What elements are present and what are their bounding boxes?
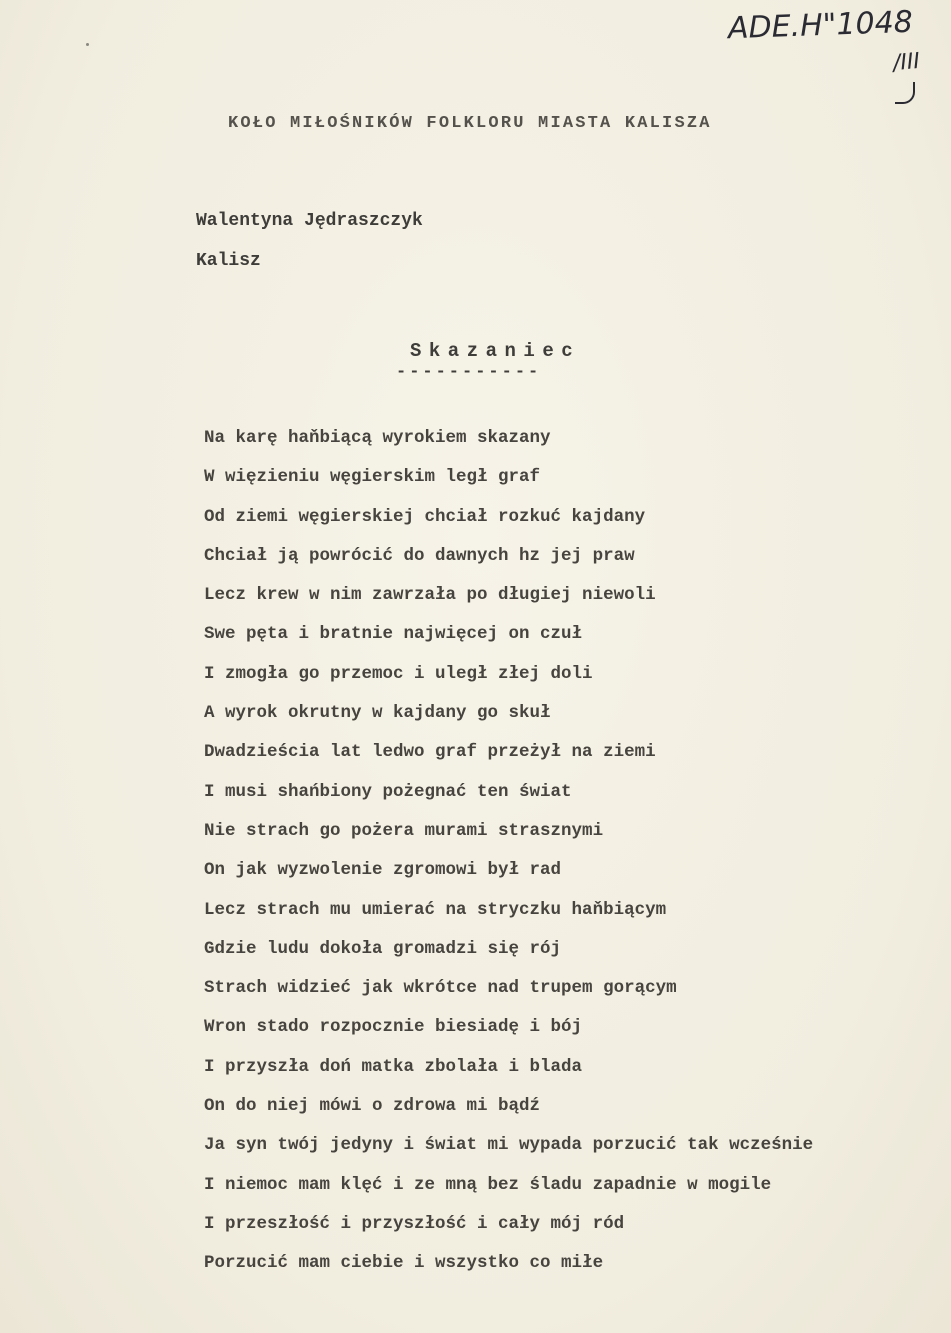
poem-line: Wron stado rozpocznie biesiadę i bój [204,1017,583,1038]
poem-line: Ja syn twój jedyny i świat mi wypada porzucić tak wcześnie [204,1135,814,1156]
poem-line: Lecz strach mu umierać na stryczku haňbiącym [204,899,667,920]
poem-line: W więzieniu węgierskim legł graf [204,467,541,488]
poem-title: Skazaniec [410,340,581,362]
poem-line: Nie strach go pożera murami strasznymi [204,820,604,841]
poem-line: On do niej mówi o zdrowa mi bądź [204,1096,541,1117]
paper-speck [86,43,89,46]
author-name: Walentyna Jędraszczyk [196,211,423,231]
poem-line: Chciał ją powrócić do dawnych hz jej praw [204,545,635,566]
poem-line: I zmogła go przemoc i uległ złej doli [204,663,593,684]
organization-header: KOŁO MIŁOŚNIKÓW FOLKLORU MIASTA KALISZA [228,114,712,133]
poem-line: On jak wyzwolenie zgromowi był rad [204,860,562,881]
poem-line: Na karę haňbiącą wyrokiem skazany [204,428,551,448]
poem-line: Strach widzieć jak wkrótce nad trupem gorącym [204,978,677,999]
archive-reference-suffix: /III [891,48,921,77]
poem-body [204,423,813,1288]
poem-line: Porzucić mam ciebie i wszystko co miłe [204,1253,604,1274]
poem-line: Od ziemi węgierskiej chciał rozkuć kajdany [204,506,646,527]
archive-reference-mark: ADE.H"1048 [727,4,914,47]
archive-hook-stroke [895,82,915,104]
author-city: Kalisz [196,251,261,271]
title-underline: ----------- [396,363,542,382]
poem-line: I przyszła doń matka zbolała i blada [204,1056,583,1077]
poem-line: Gdzie ludu dokoła gromadzi się rój [204,938,562,959]
poem-line: Lecz krew w nim zawrzała po długiej niewoli [204,585,656,606]
poem-line: Dwadzieścia lat ledwo graf przeżył na ziemi [204,742,656,763]
poem-line: I musi shańbiony pożegnać ten świat [204,781,572,802]
poem-line: I niemoc mam klęć i ze mną bez śladu zapadnie w mogile [204,1174,772,1195]
poem-line: Swe pęta i bratnie najwięcej on czuł [204,624,583,645]
poem-line: I przeszłość i przyszłość i cały mój ród [204,1213,625,1234]
poem-line: A wyrok okrutny w kajdany go skuł [204,703,551,724]
